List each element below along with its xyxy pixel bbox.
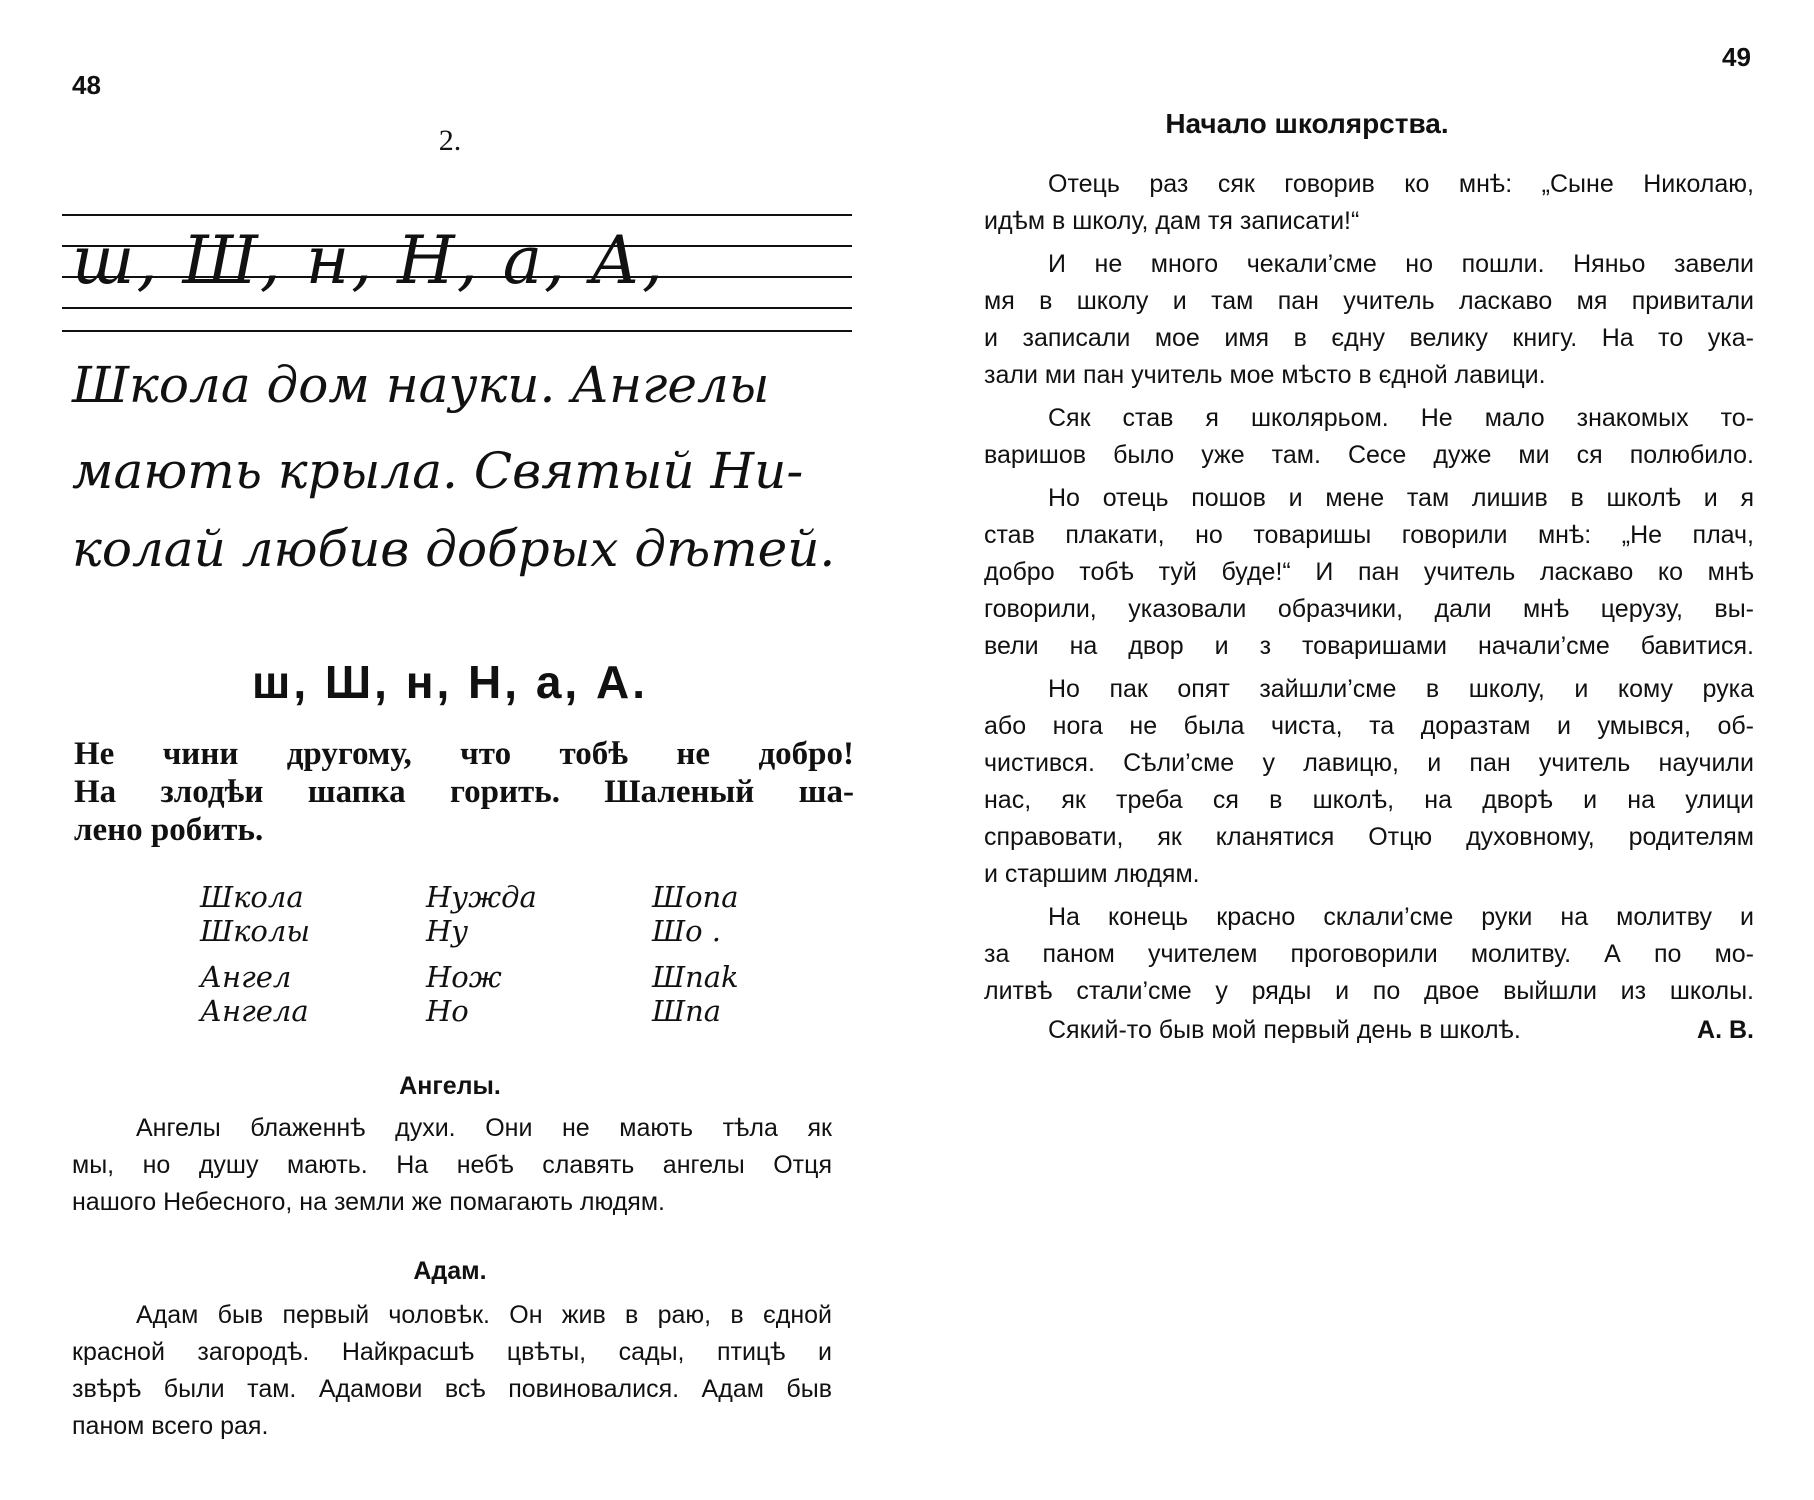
text-line: вели на двор и з товаришами начали’сме бавитися. [984, 632, 1754, 660]
text-line: Адам быв первый чоловѣк. Он жив в раю, в єдной [136, 1301, 832, 1329]
text-line: литвѣ стали’сме у ряды и по двое выйшли из школы. [984, 977, 1754, 1005]
paragraph [984, 400, 1754, 474]
script-line: колай любив добрых дѣтей. [72, 520, 836, 578]
proverb-line: На злодѣи шапка горить. Шаленый ша- [74, 774, 854, 810]
section-number: 2. [438, 124, 462, 157]
word: Шпа [652, 994, 722, 1028]
closing-line [984, 1012, 1754, 1049]
guide-line [62, 307, 852, 309]
proverb-line: Не чини другому, что тобѣ не добро! [74, 736, 854, 772]
word: Ангела [200, 994, 309, 1028]
adam-paragraph [72, 1297, 832, 1445]
proverb-line: лено робить. [74, 812, 264, 848]
proverbs [74, 735, 854, 849]
text-line: зали ми пан учитель мое мѣсто в єдной лавици. [984, 361, 1546, 389]
text-line: нас, як треба ся в школѣ, на дворѣ и на улици [984, 786, 1754, 814]
guide-line [62, 330, 852, 332]
text-line: паном всего рая. [72, 1412, 269, 1440]
page-number: 48 [72, 70, 101, 100]
text-line: Ангелы блаженнѣ духи. Они не мають тѣла як [136, 1114, 832, 1142]
closing-text: Сякий-то быв мой первый день в школѣ. [1048, 1016, 1521, 1044]
guide-line [62, 214, 852, 216]
word-column [426, 880, 537, 1028]
word: Шпak [652, 960, 739, 994]
text-line: говорили, указовали образчики, дали мнѣ церузу, вы- [984, 595, 1754, 623]
paragraph [984, 166, 1754, 240]
text-line: звѣрѣ были там. Адамови всѣ повиновалися. Адам быв [72, 1375, 832, 1403]
script-line: Школа дом науки. Ангелы [72, 356, 770, 414]
page-number: 49 [1722, 42, 1751, 72]
word: Школа [200, 880, 304, 914]
print-letters: ш, Ш, н, Н, а, А. [252, 656, 648, 708]
text-line: Отець раз сяк говорив ко мнѣ: „Сыне Николаю, [1048, 170, 1754, 198]
text-line: На конець красно склали’сме руки на молитву и [1048, 903, 1754, 931]
text-line: и старшим людям. [984, 860, 1200, 888]
text-line: идѣм в школу, дам тя записати!“ [984, 207, 1360, 235]
text-line: И не много чекали’сме но пошли. Няньо завели [1048, 250, 1754, 278]
text-line: варишов было уже там. Сесе дуже ми ся полюбило. [984, 441, 1754, 469]
script-line: мають крыла. Святый Ни- [72, 442, 804, 500]
page-title: Начало школярства. [1165, 108, 1449, 139]
word: Нож [426, 960, 502, 994]
word: Ангел [200, 960, 292, 994]
word: Нужда [426, 880, 537, 914]
angels-paragraph [72, 1110, 832, 1221]
text-line: чистився. Сѣли’сме у лавицю, и пан учитель научили [984, 749, 1754, 777]
word-column [652, 880, 739, 1028]
word: Шопа [652, 880, 739, 914]
angels-title: Ангелы. [399, 1072, 501, 1100]
word: Но [426, 994, 469, 1028]
script-letters: ш, Ш, н, Н, а, А, [72, 222, 665, 299]
word: Шо . [652, 914, 721, 948]
text-line: став плакати, но товаришы говорили мнѣ: „Не плач, [984, 521, 1754, 549]
text-line: Но пак опят зайшли’сме в школу, и кому рука [1048, 675, 1754, 703]
right-page [900, 0, 1814, 1500]
left-page [0, 0, 900, 1500]
story-text [984, 166, 1754, 1049]
text-line: добро тобѣ туй буде!“ И пан учитель ласкаво ко мнѣ [984, 558, 1754, 586]
text-line: красной загородѣ. Найкрасшѣ цвѣты, сады, птицѣ и [72, 1338, 832, 1366]
text-line: мы, но душу мають. На небѣ славять ангелы Отця [72, 1151, 832, 1179]
word: Ну [426, 914, 469, 948]
text-line: Сяк став я школярьом. Не мало знакомых то- [1048, 404, 1754, 432]
adam-title: Адам. [413, 1257, 487, 1285]
text-line: справовати, як кланятися Отцю духовному, родителям [984, 823, 1754, 851]
word: Школы [200, 914, 310, 948]
text-line: або нога не была чиста, та доразтам и умывся, об- [984, 712, 1754, 740]
text-line: мя в школу и там пан учитель ласкаво мя привитали [984, 287, 1754, 315]
paragraph [984, 246, 1754, 394]
text-line: Но отець пошов и мене там лишив в школѣ и я [1048, 484, 1754, 512]
text-line: нашого Небесного, на земли же помагають людям. [72, 1188, 665, 1216]
text-line: и записали мое имя в єдну велику книгу. На то ука- [984, 324, 1754, 352]
paragraph [984, 671, 1754, 893]
signature: А. В. [1697, 1016, 1754, 1044]
word-column [200, 880, 310, 1028]
paragraph [984, 899, 1754, 1010]
paragraph [984, 480, 1754, 665]
text-line: за паном учителем проговорили молитву. А по мо- [984, 940, 1754, 968]
